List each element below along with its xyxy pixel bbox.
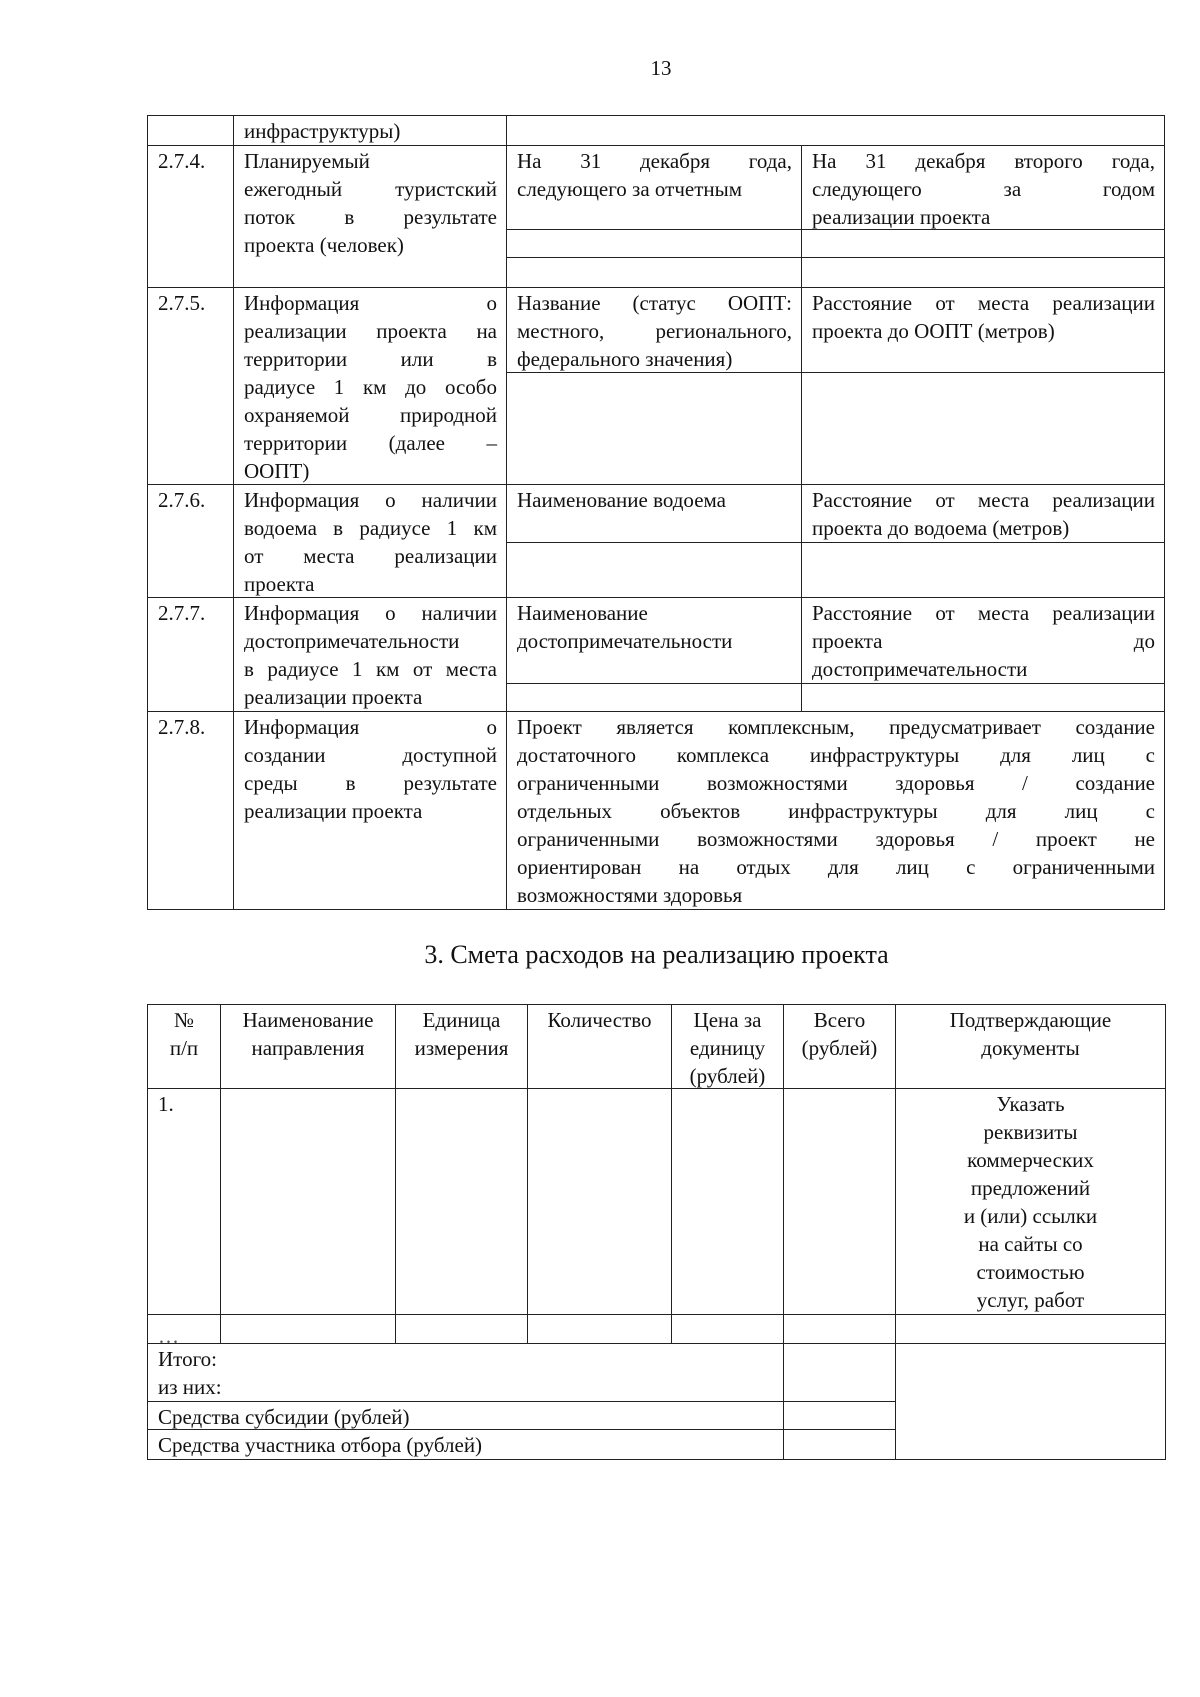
input-cell[interactable] — [895, 1343, 1166, 1460]
text-line: 1. — [158, 1092, 174, 1116]
text-line: (рублей) — [801, 1036, 878, 1060]
participant-value-cell[interactable] — [783, 1429, 896, 1460]
text-line: предложений — [970, 1176, 1091, 1200]
text-line: На 31 декабря года, — [517, 149, 792, 173]
text-line: проекта до — [812, 629, 1155, 653]
text-line: Наименование — [242, 1008, 374, 1032]
text-line: в радиусе 1 км от места — [244, 657, 497, 681]
input-cell[interactable] — [895, 1314, 1166, 1344]
total-value-cell[interactable] — [783, 1343, 896, 1402]
text-line: территории (далее – — [244, 431, 497, 455]
text-line: из них: — [158, 1375, 222, 1399]
text-line: на сайты со — [978, 1232, 1083, 1256]
text-line: федерального значения) — [517, 347, 733, 371]
text-line: Цена за — [693, 1008, 762, 1032]
text-line: 2.7.4. — [158, 149, 206, 173]
input-cell[interactable] — [220, 1314, 396, 1344]
text-line: реализации проекта — [244, 799, 423, 823]
input-cell[interactable] — [783, 1314, 896, 1344]
input-cell[interactable] — [395, 1088, 528, 1315]
input-cell[interactable] — [506, 257, 802, 288]
input-cell[interactable] — [671, 1314, 784, 1344]
text-line: ограниченными возможностями здоровья / проект не — [517, 827, 1155, 851]
subsidy-value-cell[interactable] — [783, 1401, 896, 1430]
row-number — [147, 145, 234, 288]
text-line: охраняемой природной — [244, 403, 497, 427]
table-cell — [506, 711, 1165, 910]
text-line: 2.7.8. — [158, 715, 206, 739]
text-line: измерения — [414, 1036, 509, 1060]
text-line: достопримечательности — [517, 629, 733, 653]
text-line: Подтверждающие — [949, 1008, 1112, 1032]
row-number — [147, 287, 234, 485]
input-cell[interactable] — [220, 1088, 396, 1315]
text-line: достопримечательности — [244, 629, 460, 653]
input-cell[interactable] — [801, 542, 1165, 598]
text-line: Указать — [996, 1092, 1065, 1116]
table-cell — [506, 145, 802, 230]
text-line: услуг, работ — [976, 1288, 1085, 1312]
text-line: реализации проекта — [812, 205, 991, 229]
row-label — [233, 711, 507, 910]
text-line: 2.7.7. — [158, 601, 206, 625]
text-line: и (или) ссылки — [963, 1204, 1098, 1228]
text-line: реализации проекта на — [244, 319, 497, 343]
input-cell[interactable] — [783, 1088, 896, 1315]
text-line: Всего — [813, 1008, 866, 1032]
page-number: 13 — [650, 56, 672, 80]
table-cell — [801, 484, 1165, 543]
text-line: радиусе 1 км до особо — [244, 375, 497, 399]
input-cell[interactable] — [506, 229, 802, 258]
text-line: среды в результате — [244, 771, 497, 795]
text-line: возможностями здоровья — [517, 883, 743, 907]
input-cell[interactable] — [506, 372, 802, 485]
row-number — [147, 711, 234, 910]
text-line: проекта — [244, 572, 315, 596]
text-line: Планируемый — [244, 149, 370, 173]
input-cell[interactable] — [671, 1088, 784, 1315]
table-cell — [506, 287, 802, 373]
input-cell[interactable] — [527, 1314, 672, 1344]
text-line: местного, регионального, — [517, 319, 792, 343]
row-label — [233, 597, 507, 712]
text-line: документы — [981, 1036, 1080, 1060]
header-cell — [220, 1004, 396, 1089]
table-cell — [506, 484, 802, 543]
text-line: реализации проекта — [244, 685, 423, 709]
text-line: поток в результате — [244, 205, 497, 229]
text-line: … — [158, 1324, 179, 1348]
text-line: Расстояние от места реализации — [812, 291, 1155, 315]
row-label — [233, 287, 507, 485]
text-line: Средства участника отбора (рублей) — [158, 1433, 483, 1457]
text-line: 2.7.6. — [158, 488, 206, 512]
header-cell — [147, 1004, 221, 1089]
text-line: Информация о — [244, 291, 497, 315]
text-line: достопримечательности — [812, 657, 1028, 681]
header-cell — [671, 1004, 784, 1089]
ellipsis-cell — [147, 1314, 221, 1348]
text-line: Информация о наличии — [244, 601, 497, 625]
text-line: ограниченными возможностями здоровья / создание — [517, 771, 1155, 795]
text-line: достаточного комплекса инфраструктуры для лиц с — [517, 743, 1155, 767]
text-line: Информация о — [244, 715, 497, 739]
text-line: ООПТ) — [244, 459, 310, 483]
text-line: Информация о наличии — [244, 488, 497, 512]
header-cell — [395, 1004, 528, 1089]
text-line: реквизиты — [983, 1120, 1078, 1144]
text-line: следующего за годом — [812, 177, 1155, 201]
table-cell — [233, 115, 507, 146]
text-line: Расстояние от места реализации — [812, 601, 1155, 625]
input-cell[interactable] — [801, 683, 1165, 712]
text-line: Количество — [547, 1008, 652, 1032]
text-line: водоема в радиусе 1 км — [244, 516, 497, 540]
header-cell — [527, 1004, 672, 1089]
table-cell — [801, 287, 1165, 373]
input-cell[interactable] — [527, 1088, 672, 1315]
subsidy-label — [147, 1401, 784, 1430]
input-cell[interactable] — [801, 257, 1165, 288]
text-line: следующего за отчетным — [517, 177, 743, 201]
text-line: Средства субсидии (рублей) — [158, 1405, 410, 1429]
input-cell[interactable] — [801, 372, 1165, 485]
section-title: 3. Смета расходов на реализацию проекта — [424, 940, 889, 969]
input-cell[interactable] — [506, 683, 802, 712]
table-cell — [506, 115, 1165, 146]
text-line: (рублей) — [689, 1064, 766, 1088]
table-cell — [801, 145, 1165, 230]
text-line: проекта до водоема (метров) — [812, 516, 1070, 540]
text-line: стоимостью — [976, 1260, 1085, 1284]
text-line: направления — [251, 1036, 365, 1060]
participant-label — [147, 1429, 784, 1460]
row-number — [147, 597, 234, 712]
text-line: ежегодный туристский — [244, 177, 497, 201]
table-cell — [506, 597, 802, 684]
text-line: № — [173, 1008, 195, 1032]
text-line: ориентирован на отдых для лиц с ограниченными — [517, 855, 1155, 879]
input-cell[interactable] — [395, 1314, 528, 1344]
input-cell[interactable] — [801, 229, 1165, 258]
text-line: На 31 декабря второго года, — [812, 149, 1155, 173]
text-line: Наименование водоема — [517, 488, 726, 512]
text-line: проекта (человек) — [244, 233, 404, 257]
text-line: инфраструктуры) — [244, 119, 401, 143]
text-line: от места реализации — [244, 544, 497, 568]
text-line: коммерческих — [967, 1148, 1094, 1172]
text-line: п/п — [169, 1036, 199, 1060]
row-label — [233, 145, 507, 288]
row-number — [147, 1088, 221, 1315]
docs-note — [895, 1088, 1166, 1315]
text-line: Итого: — [158, 1347, 217, 1371]
text-line: отдельных объектов инфраструктуры для лиц с — [517, 799, 1155, 823]
text-line: проекта до ООПТ (метров) — [812, 319, 1055, 343]
text-line: Название (статус ООПТ: — [517, 291, 792, 315]
text-line: Проект является комплексным, предусматривает создание — [517, 715, 1155, 739]
input-cell[interactable] — [506, 542, 802, 598]
text-line: Расстояние от места реализации — [812, 488, 1155, 512]
text-line: Наименование — [517, 601, 648, 625]
text-line: единицу — [689, 1036, 766, 1060]
text-line: Единица — [422, 1008, 501, 1032]
text-line: создании доступной — [244, 743, 497, 767]
header-cell — [895, 1004, 1166, 1089]
text-line: 2.7.5. — [158, 291, 206, 315]
text-line: территории или в — [244, 347, 497, 371]
table-cell — [147, 115, 234, 146]
total-label — [147, 1343, 784, 1402]
table-cell — [801, 597, 1165, 684]
row-number — [147, 484, 234, 598]
header-cell — [783, 1004, 896, 1089]
row-label — [233, 484, 507, 598]
